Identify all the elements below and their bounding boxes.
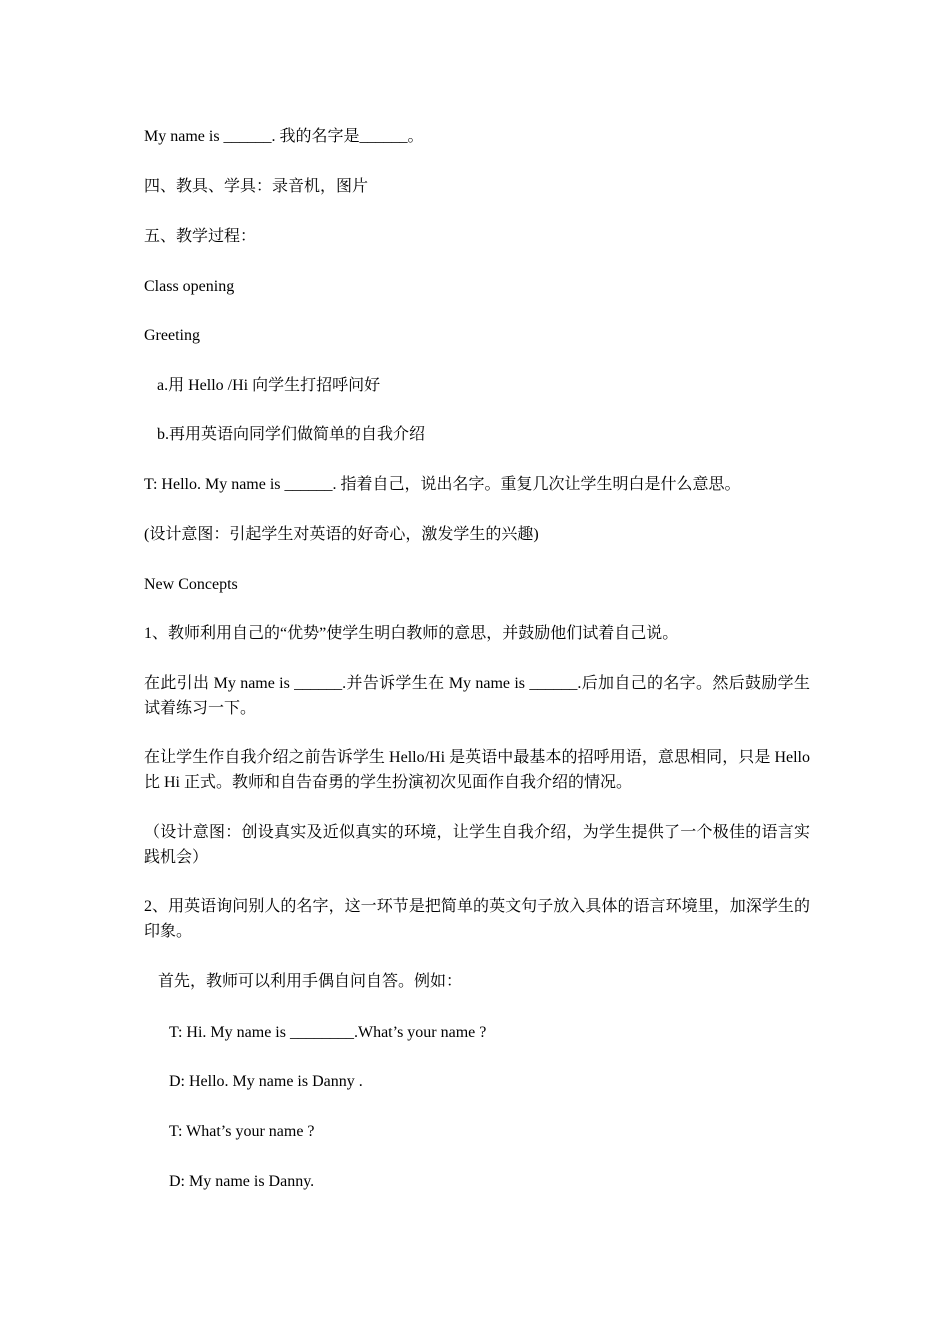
heading-teaching-process: 五、教学过程： (144, 228, 257, 245)
example-intro: 首先，教师可以利用手偶自问自答。例如： (158, 973, 463, 990)
heading-new-concepts: New Concepts (144, 576, 238, 593)
heading-class-opening: Class opening (144, 278, 235, 295)
dialogue-line-1: T: Hi. My name is ________.What’s your name ? (169, 1024, 487, 1041)
paragraph-introduce-phrase: 在此引出 My name is ______.并告诉学生在 My name is ______.后加自己的名字。然后鼓励学生试着练习一下。 (144, 675, 810, 717)
step-2-text: 2、用英语询问别人的名字，这一环节是把简单的英文句子放入具体的语言环境里，加深学生的印象。 (144, 898, 810, 940)
dialogue-line-2: D: Hello. My name is Danny . (169, 1073, 363, 1090)
design-intent-1: (设计意图：引起学生对英语的好奇心，激发学生的兴趣) (144, 526, 539, 543)
paragraph-hello-hi: 在让学生作自我介绍之前告诉学生 Hello/Hi 是英语中最基本的招呼用语，意思相同，只是 Hello 比 Hi 正式。教师和自告奋勇的学生扮演初次见面作自我介绍的情况。 (144, 749, 810, 791)
text-line-my-name: My name is ______. 我的名字是______。 (144, 128, 424, 145)
step-1-text: 1、教师利用自己的“优势”使学生明白教师的意思，并鼓励他们试着自己说。 (144, 625, 679, 642)
teacher-line-hello: T: Hello. My name is ______. 指着自己，说出名字。重复几次让学生明白是什么意思。 (144, 476, 741, 493)
design-intent-2: （设计意图：创设真实及近似真实的环境，让学生自我介绍，为学生提供了一个极佳的语言实践机会） (144, 824, 810, 866)
heading-greeting: Greeting (144, 327, 200, 344)
dialogue-line-4: D: My name is Danny. (169, 1173, 315, 1190)
heading-teaching-aids: 四、教具、学具：录音机，图片 (144, 178, 369, 195)
greeting-step-b: b.再用英语向同学们做简单的自我介绍 (157, 426, 426, 443)
dialogue-line-3: T: What’s your name ? (169, 1123, 315, 1140)
greeting-step-a: a.用 Hello /Hi 向学生打招呼问好 (157, 377, 381, 394)
